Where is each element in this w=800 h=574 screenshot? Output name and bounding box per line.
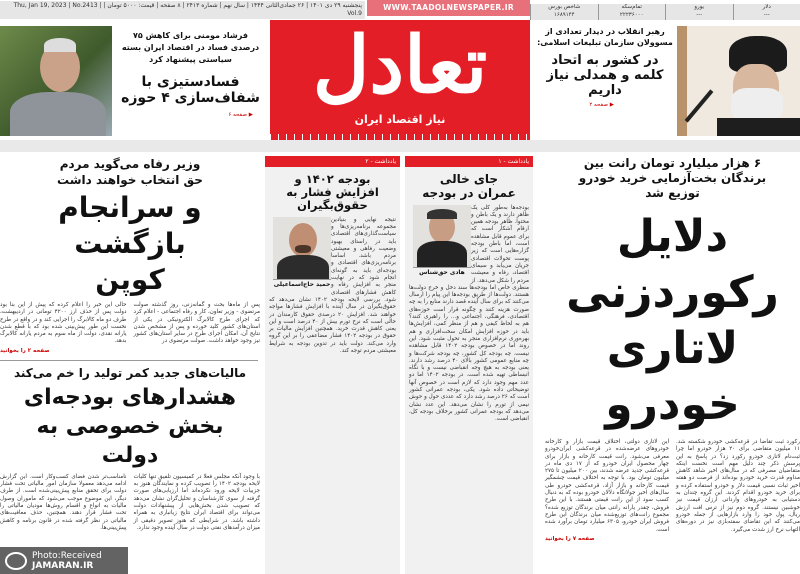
note-content (405, 205, 533, 424)
website-url[interactable]: WWW.TAADOLNEWSPAPER.IR (367, 0, 530, 16)
story-kicker: مالیات‌های جدید کمر تولید را خم می‌کند (13, 365, 247, 380)
story-body-left: نامناسب‌تر شدن فضای کسب‌وکار است. این گزارش ادامه می‌دهد معمولا سازمان امور مالیاتی تحت فشار دولت برای تحقق منابع پیش‌بینی‌شده است. از طرف دیگر، این موضوع موجب می‌شود که ماموران وصول مالیات به انواع و اقسام روش‌ها مودیان مالیاتی را تحت فشار قرار دهند. همچنین، حذف معافیت‌های مالیاتی در نظر گرفته شده در قانون برنامه و کاهش پیش‌بینی‌ها. (0, 473, 127, 531)
market-value: ۲۲۲۳۶۰۰۰ (619, 11, 644, 18)
market-label: دلار (762, 4, 771, 10)
market-indicators (530, 4, 800, 20)
teaser-headline: فسادستیزی با شفاف‌سازی ۴ حوزه (121, 74, 260, 107)
logo-text: تعادل (312, 20, 488, 111)
story-headline: و سرانجام بازگشت کوپن (58, 191, 202, 296)
photo-watermark (0, 547, 128, 574)
author-name: هادی حق‌شناس (413, 267, 471, 277)
dateline: پنجشنبه ۲۹ دی ۱۴۰۱ | ۲۶ جمادی‌الثانی ۱۴۴۴ | سال نهم | شماره ۲۴۱۳ | ۸ صفحه | قیمت: ۵۰۰۰ تومان | Thu, Jan 19, 2023 | No.2413 | Vol.9 (0, 1, 365, 19)
lead-kicker: ۶ هزار میلیارد تومان رانت بین برندگان بخت‌آزمایی خرید خودرو توزیع شد (578, 156, 767, 200)
story-budget-warnings[interactable] (0, 365, 260, 532)
section-divider (0, 140, 800, 152)
note-1 (405, 156, 533, 574)
note-tab: یادداشت - ۱ (405, 156, 533, 167)
story-coupon[interactable] (0, 156, 260, 354)
lead-body-right: رکورد ثبت تقاضا در قرعه‌کشی خودرو شکسته شد. ۱۱ میلیون متقاضی برای ۲۰ هزار خودرو اما چرا ثبت‌نام لاتاری خودرو رکورد زد؟ در پاسخ به این پرسش ذکر چند دلیل مهم است نخست اینکه متقاضیان مصرفی که در سال‌های اخیر شاهد کاهش مداوم قدرت خرید خودرو بوده‌اند از فرصت دو هفته اخیر ثبات نسبی قیمت دلار و خودرو استفاده کرده و برای خرید خودرو اقدام کردند. این گروه چندان به دستیابی به خودروهای وارداتی ارزان قیمت نیز خوشبین نیستند. گروه دوم نیز از ترس افت ارزش ریال، پول خود را وارد بازارهایی از جمله خودرو می‌کنند که این تقاضای سفته‌بازی نیز در دوره‌های التهاب نرخ ارز شدت می‌گیرد. (676, 439, 800, 533)
teaser-photo-leader (677, 26, 800, 136)
story-body (0, 474, 260, 532)
market-value: ۱۶۸۹۱۴۴ (553, 11, 575, 18)
story-body (0, 302, 260, 354)
note-content (265, 217, 400, 356)
lead-read-more[interactable]: صفحه ۷ را بخوانید (545, 535, 595, 542)
author-photo (413, 205, 471, 267)
note-2 (265, 156, 400, 574)
teaser-right[interactable] (536, 26, 674, 108)
jamaran-logo-icon (5, 552, 27, 570)
story-body-left: حالی این خبر را اعلام کرده که پیش از این بنا بود دولت پس از حذف ارز ۴۲۰۰ تومانی در اردیبهشت، طرف دو ماه کالابرگ را اجرایی کند و در واقع در طرح نخست این طور پیش‌بینی شده بود که با قطع شدن یارانه نقدی، دولت از ماه سوم به مردم یارانه کالابرگ بدهد. (0, 302, 127, 345)
market-item (598, 4, 666, 20)
lead-story[interactable] (545, 156, 800, 542)
market-label: تمام‌سکه (621, 4, 642, 10)
lead-headline: دلایل رکوردزنی لاتاری خودرو (566, 211, 779, 430)
note-body: نتیجه نهایی و بنیادین مجموعه برنامه‌ریزی‌ها و سیاست‌گذاری‌های اقتصادی باید در راستای بهبود وضعیت رفاهی و معیشتی مردم باشد. اساسا برنامه‌ریزی‌های اقتصادی و بودجه‌ای باید به گونه‌ای انجام شود که در نهایت منجر به افزایش رفاه و کاهش فشارهای اقتصادی شود. بررسی لایحه بودجه ۱۴۰۲ نشان می‌دهد که حقوق‌بگیران در سال آینده با افزایش فشارها مواجه خواهند شد. افزایش ۲۰ درصدی حقوق کارمندان در حالی است که نرخ تورم بیش از ۴۰ درصد است و این یعنی کاهش قدرت خرید. همچنین افزایش مالیات بر حقوق در بودجه ۱۴۰۲ فشار مضاعفی را بر این گروه وارد می‌کند. دولت باید در تدوین بودجه به شرایط معیشتی مردم توجه کند. (269, 216, 397, 354)
lead-body-left: این لاتاری دولتی، اختلاف قیمت بازار و کارخانه خودروهای عرضه‌شده در قرعه‌کشی ایران‌خودرو معرفی می‌شود. رانت قیمت کارخانه و بازار برای چهار محصول ایران خودرو که از ۱۷ دی ماه در قرعه‌کشی جدید عرضه شدند، بین ۲۰۰ میلیون تا ۲۷۵ میلیون تومان بود. با توجه به اختلاف قیمت چشمگیر قیمت کارخانه و بازار آزاد، قرعه‌کشی خودرو طی سال‌های اخیر جولانگاه دلالان خودرو بوده که به دنبال کسب سود از این رانت قیمتی هستند. با این طرح فروش، چقدر یارانه رانتی میان برندگان توزیع شده؟ مجموع رانت‌های توزیع‌شده میان برندگان این طرح فروش ایران خودرو، ۶۳۰۵ میلیارد تومان برآورد شده است. (545, 439, 670, 533)
watermark-line2: JAMARAN.IR (32, 560, 94, 571)
market-label: شاخص بورس (548, 4, 581, 10)
author-figure (273, 217, 331, 289)
note-headline[interactable]: جای خالی عمران در بودجه (422, 172, 516, 200)
page-ref[interactable]: ▶ صفحه ۶ (228, 112, 253, 119)
market-value: --- (763, 11, 770, 18)
teaser-headline: در کشور به اتحاد کلمه و همدلی نیاز داریم (546, 53, 664, 98)
note-tab: یادداشت - ۲ (265, 156, 400, 167)
story-kicker: وزیر رفاه می‌گوید مردم حق انتخاب خواهند داشت (57, 157, 203, 187)
teaser-kicker: رهبر انقلاب در دیدار تعدادی از مسوولان سازمان تبلیغات اسلامی: (537, 27, 673, 47)
market-item (530, 4, 598, 20)
lead-body (545, 439, 800, 542)
story-body-right: پس از ماه‌ها بحث و گمانه‌زنی، روز گذشته صولت مرتضوی - وزیر تعاون، کار و رفاه اجتماعی - اعلام کرد که اجرای طرح کالابرگ الکترونیکی در یکی از استان‌های کشور کلید خورده و پس از مشخص شدن نتایج آن، امکان اجرای طرح در سایر استان‌های کشور نیز وجود خواهد داشت. صولت مرتضوی در (133, 302, 260, 345)
author-figure (413, 205, 471, 277)
teaser-kicker: فرشاد مومنی برای کاهش ۷۵ درصدی فساد در اقتصاد ایران بسته سیاستی پیشنهاد کرد (121, 31, 260, 64)
market-label: یورو (694, 4, 705, 10)
left-column (0, 156, 260, 532)
teaser-photo-economist (0, 26, 112, 136)
market-item (665, 4, 733, 20)
teaser-left[interactable] (118, 30, 263, 118)
page-ref[interactable]: ▶ صفحه ۲ (589, 101, 614, 108)
divider (0, 360, 258, 361)
story-body-right: با وجود آنکه مجلس فعلا در کمیسیون تلفیق تنها کلیات لایحه بودجه ۱۴۰۲ را تصویب کرده و نمایندگان هنوز به جزییات لایحه ورود نکرده‌اند اما ارزیابی‌های صورت گرفته از سوی کارشناسان و تحلیل‌گران نشان می‌دهد که تصویب شدن بخش‌هایی از پیشنهادات دولت می‌تواند برای اقتصاد ایران نتایج زیانباری به همراه داشته باشد. در شرایطی که هنوز تصویر دقیقی از میزان درآمدهای نفتی دولت در سال آینده وجود ندارد. (133, 473, 260, 531)
newspaper-logo (270, 20, 530, 140)
story-read-more[interactable]: صفحه ۲ را بخوانید (0, 347, 50, 354)
story-headline: هشدارهای بودجه‌ای بخش خصوصی به دولت (23, 384, 237, 468)
slogan: نیاز اقتصاد ایران (354, 113, 446, 126)
watermark-line1: Photo:Received (32, 550, 102, 561)
note-headline[interactable]: بودجه ۱۴۰۲ و افزایش فشار به حقوق‌بگیران (286, 172, 379, 213)
market-item (733, 4, 800, 20)
author-name: حمید حاج‌اسماعیلی (273, 280, 331, 288)
note-body: بودجه‌ها به‌طور کلی یک ظاهر دارند و یک باطن و محتوا. ظاهر بودجه همین ارقام آشکار است که برای عموم قابل مشاهده است، اما باطن بودجه گزاره‌هایی است که زیر پوست تحولات اقتصادی جریان می‌یابد و سیمای اقتصاد، رفاه و معیشت مردم را شکل می‌دهد. از منظری خاص اما بودجه‌ها سند دخل و خرج دولت‌ها هستند. دولت‌ها از طریق بودجه‌ها این پیام را ارسال می‌کنند که برای سال آینده قصد دارند منابع را به چه صورت هزینه کنند و چگونه قرار است حوزه‌های اقتصادی، فرهنگی، اجتماعی و... را راهبری کنند؟ هم به لحاظ کیفی و هم از منظر کمی، افزایش‌ها باید در حوزه افزایش امکان سخت‌افزاری و هم بهره‌وری نرم‌افزاری منجر به تحول مثبت شود. این روند اما در خصوص بودجه ۱۴۰۲ قابل مشاهده نیست. چه بودجه کل کشور، چه بودجه شرکت‌ها و چه منابع عمومی کشور بالای ۴۰ درصد رشد دارند. یعنی بودجه به هیچ وجه انقباضی نیست و با نگاه انبساطی تهیه شده است. در بودجه ۱۴۰۲ اما دو عدد مهم وجود دارد که لازم است در خصوص آنها توضیحاتی داده شود. یکی، بودجه عمرانی کشور است که ۲۶ درصد رشد دارد که عددی حول و حوش نیمی از تورم را نشان می‌دهد. این عدد نشان می‌دهد که بودجه عمرانی کشور برخلاف بودجه کل، انقباضی است. (409, 204, 530, 423)
market-value: --- (696, 11, 703, 18)
author-photo (273, 217, 331, 279)
